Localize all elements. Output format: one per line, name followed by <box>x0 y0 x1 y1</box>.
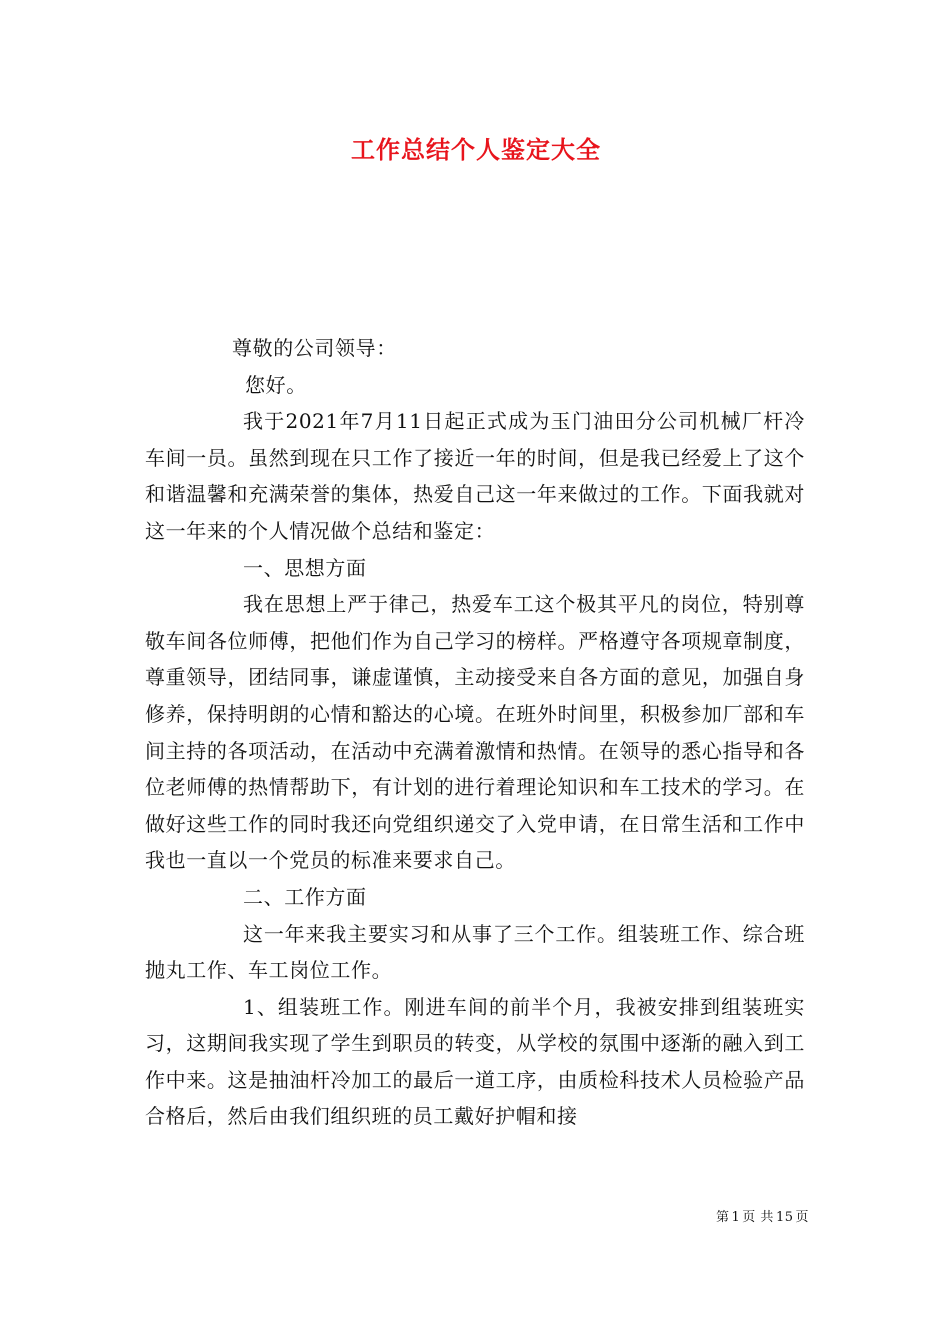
footer-page-number: 1 <box>731 1210 741 1225</box>
paragraph-item-1: 1、组装班工作。刚进车间的前半个月，我被安排到组装班实习，这期间我实现了学生到职员的转变，从学校的氛围中逐渐的融入到工作中来。这是抽油杆冷加工的最后一道工序，由质检科技术人员检验产品合格后，然后由我们组织班的员工戴好护帽和接 <box>145 994 805 1129</box>
footer-prefix: 第 <box>716 1210 730 1225</box>
document-body <box>145 330 805 1135</box>
document-title-text: 工作总结个人鉴定大全 <box>351 135 601 164</box>
document-title <box>0 130 950 165</box>
page-footer <box>695 1206 810 1225</box>
hello: 您好。 <box>245 372 307 397</box>
footer-suffix: 页 <box>795 1210 809 1225</box>
footer-middle: 页 共 <box>742 1210 774 1225</box>
section-heading-thought: 一、思想方面 <box>243 555 367 580</box>
greeting: 尊敬的公司领导： <box>232 336 397 360</box>
section-heading-work: 二、工作方面 <box>243 884 367 909</box>
paragraph-thought: 我在思想上严于律己，热爱车工这个极其平凡的岗位，特别尊敬车间各位师傅，把他们作为自己学习的榜样。严格遵守各项规章制度，尊重领导，团结同事，谦虚谨慎，主动接受来自各方面的意见，加强自身修养，保持明朗的心情和豁达的心境。在班外时间里，积极参加厂部和车间主持的各项活动，在活动中充满着激情和热情。在领导的悉心指导和各位老师傅的热情帮助下，有计划的进行着理论知识和车工技术的学习。在做好这些工作的同时我还向党组织递交了入党申请，在日常生活和工作中我也一直以一个党员的标准来要求自己。 <box>145 592 805 873</box>
footer-total-pages: 15 <box>775 1210 794 1225</box>
paragraph-intro: 我于2021年7月11日起正式成为玉门油田分公司机械厂杆冷车间一员。虽然到现在只工作了接近一年的时间，但是我已经爱上了这个和谐温馨和充满荣誉的集体，热爱自己这一年来做过的工作。下面我就对这一年来的个人情况做个总结和鉴定： <box>145 409 805 543</box>
paragraph-work: 这一年来我主要实习和从事了三个工作。组装班工作、综合班抛丸工作、车工岗位工作。 <box>145 921 805 983</box>
